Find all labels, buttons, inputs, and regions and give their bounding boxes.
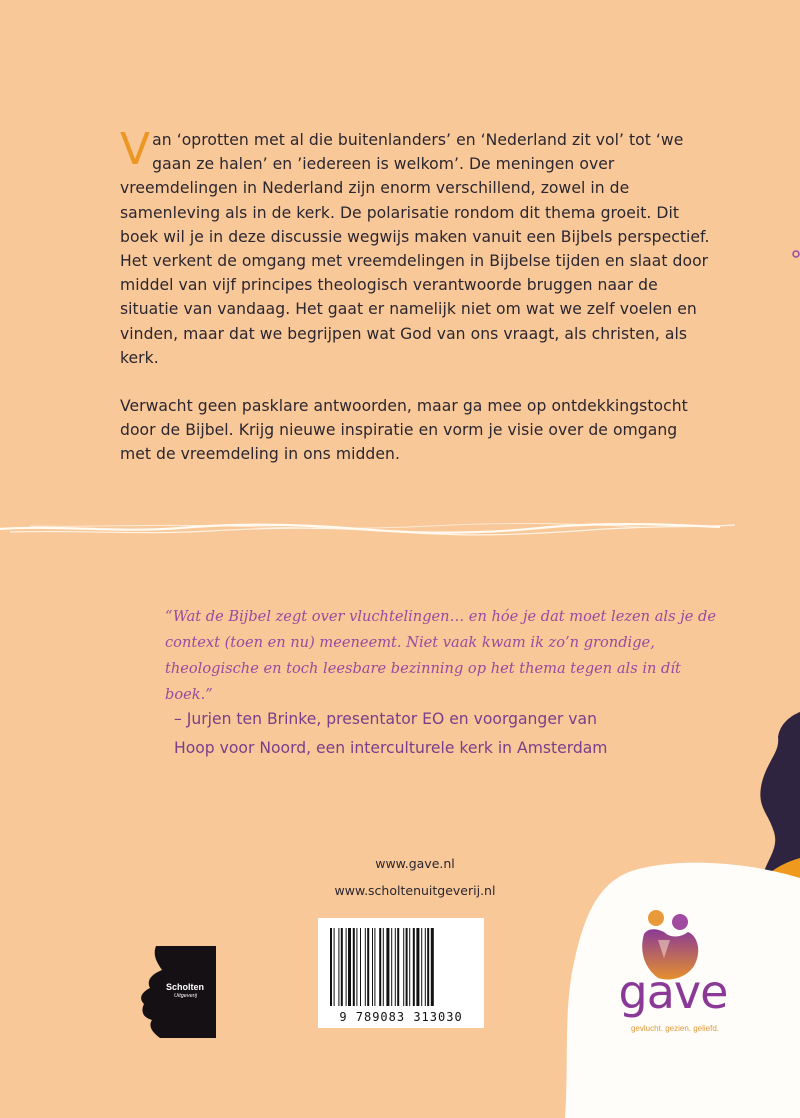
isbn-barcode: [318, 918, 484, 1028]
barcode-bar: [341, 928, 343, 1006]
barcode-bar: [427, 928, 429, 1006]
barcode-bar: [348, 928, 351, 1006]
attribution-line-2: Hoop voor Noord, een interculturele kerk in Amsterdam: [174, 739, 608, 757]
blurb-paragraph-2: Verwacht geen pasklare antwoorden, maar ga mee op ontdekkingstocht door de Bijbel. Krijg nieuwe inspiratie en vorm je visie over de omgang met de vreemdeling in ons midden.: [120, 397, 688, 464]
blurb-paragraph-1-text: an ‘oprotten met al die buitenlanders’ en ‘Nederland zit vol’ tot ‘we gaan ze halen’ en ’iedereen is welkom’. De meningen over vreemdelingen in Nederland zijn enorm verschillend, zowel in de samenleving als in de kerk. De polarisatie rondom dit thema groeit. Dit boek wil je in deze discussie wegwijs maken vanuit een Bijbels perspectief. Het verkent de omgang met vreemdelingen in Bijbelse tijden en slaat door middel van vijf principes theologisch verantwoorde bruggen naar de situatie van vandaag. Het gaat er namelijk niet om wat we zelf voelen en vinden, maar dat we begrijpen wat God van ons vraagt, als christen, als kerk.: [120, 131, 710, 367]
barcode-bar: [409, 928, 410, 1006]
barcode-bar: [403, 928, 404, 1006]
blurb-paragraph-1: [120, 124, 710, 370]
barcode-bar: [416, 928, 419, 1006]
barcode-bar: [391, 928, 392, 1006]
barcode-bar: [367, 928, 369, 1006]
barcode-bars: [328, 928, 474, 1006]
barcode-bar: [383, 928, 384, 1006]
barcode-bar: [356, 928, 357, 1006]
publisher-name: Scholten: [166, 982, 205, 992]
barcode-bar: [365, 928, 366, 1006]
barcode-bar: [372, 928, 373, 1006]
barcode-bar: [346, 928, 347, 1006]
purple-mark-icon: [790, 249, 800, 259]
barcode-bar: [374, 928, 375, 1006]
barcode-bar: [421, 928, 422, 1006]
website-gave[interactable]: www.gave.nl: [375, 856, 455, 871]
drop-cap: V: [120, 124, 151, 175]
website-scholten[interactable]: www.scholtenuitgeverij.nl: [334, 883, 496, 898]
back-cover-blurb: [120, 124, 710, 467]
barcode-bar: [386, 928, 389, 1006]
barcode-bar: [360, 928, 361, 1006]
endorsement-attribution: [174, 705, 734, 763]
barcode-bar: [397, 928, 399, 1006]
website-links: [280, 850, 550, 904]
barcode-bar: [338, 928, 339, 1006]
barcode-bar: [353, 928, 355, 1006]
barcode-bar: [395, 928, 396, 1006]
wavy-divider: [0, 515, 740, 545]
barcode-bar: [334, 928, 335, 1006]
barcode-bar: [379, 928, 381, 1006]
scholten-logo: [122, 946, 216, 1038]
gave-tagline: gevlucht. gezien. geliefd.: [630, 1024, 720, 1033]
attribution-line-1: – Jurjen ten Brinke, presentator EO en voorganger van: [174, 710, 597, 728]
barcode-bar: [425, 928, 426, 1006]
barcode-digits: 9 789083 313030: [339, 1010, 463, 1024]
barcode-bar: [413, 928, 415, 1006]
endorsement-quote: “Wat de Bijbel zegt over vluchtelingen… en hóe je dat moet lezen als je de context (toen en nu) meeneemt. Niet vaak kwam ik zo’n grondige, theologische en toch leesbare bezinning op het thema tegen als in dít boek.”: [165, 608, 716, 703]
barcode-bar: [406, 928, 408, 1006]
publisher-subtitle: Uitgeverij: [174, 993, 197, 999]
barcode-bar: [431, 928, 434, 1006]
gave-wordmark: gave: [618, 965, 728, 1019]
barcode-bar: [330, 928, 332, 1006]
